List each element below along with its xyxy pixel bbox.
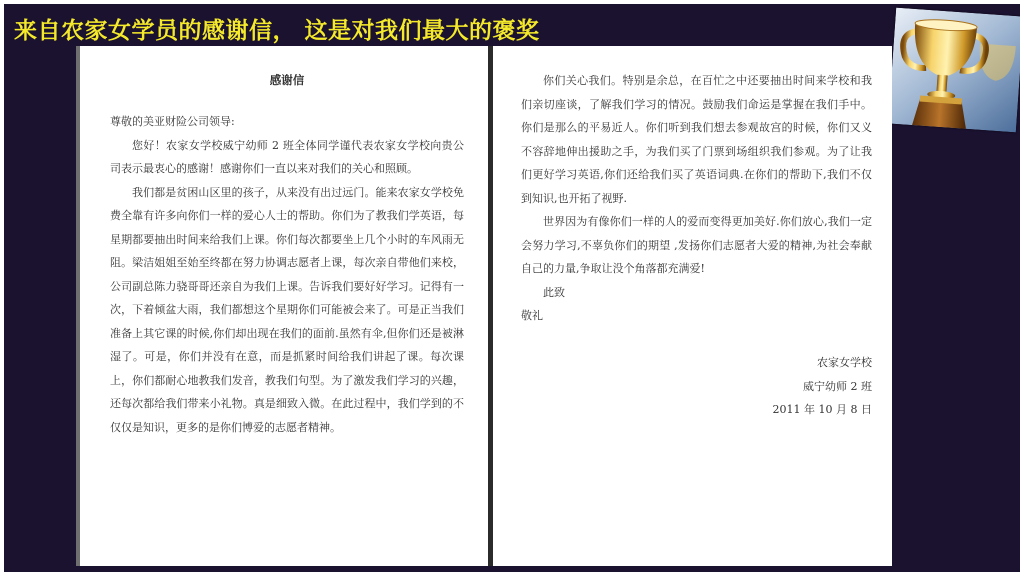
letter-signature: 威宁幼师 2 班 — [803, 379, 872, 393]
letter-title: 感谢信 — [269, 73, 305, 87]
letter-salutation: 尊敬的美亚财险公司领导: — [110, 115, 235, 128]
letter-page-left — [76, 46, 488, 566]
spacer — [521, 328, 872, 352]
letter-paragraph: 您好！农家女学校威宁幼师 2 班全体同学谨代表农家女学校向贵公司表示最衷心的感谢！感谢你们一直以来对我们的关心和照顾。 — [110, 138, 464, 175]
letter-date: 2011 年 10 月 8 日 — [772, 403, 872, 416]
slide — [4, 4, 1020, 572]
letter-paragraph: 世界因为有像你们一样的人的爱而变得更加美好.你们放心,我们一定会努力学习,不辜负你们的期望 ,发扬你们志愿者大爱的精神,为社会奉献自己的力量,争取让没个角落都充满爱! — [521, 215, 872, 275]
letter-signature: 农家女学校 — [817, 356, 872, 369]
letter-page-right — [493, 46, 892, 566]
trophy-icon — [888, 8, 1020, 133]
letter-paragraph: 你们关心我们。特别是余总，在百忙之中还要抽出时间来学校和我们亲切座谈，了解我们学习的情况。鼓励我们命运是掌握在我们手中。你们是那么的平易近人。你们听到我们想去参观故宫的时候，你们又义不容辞地伸出援助之手，为我们买了门票到场组织我们参观。为了让我们更好学习英语,你们还给我们买了英语词典.在你们的帮助下,我们不仅到知识,也开拓了视野. — [521, 74, 872, 205]
letter-paragraph: 我们都是贫困山区里的孩子，从来没有出过远门。能来农家女学校免费全靠有许多向你们一样的爱心人士的帮助。你们为了教我们学英语，每星期都要抽出时间来给我们上课。你们每次都要坐上几个小时的车风雨无阻。梁洁姐姐至始至终都在努力协调志愿者上课，每次亲自带他们来校，公司副总陈力骁哥哥还亲自为我们上课。告诉我们要好好学习。记得有一次，下着倾盆大雨，我们都想这个星期你们可能被会来了。可是正当我们准备上其它课的时候,你们却出现在我们的面前.虽然有伞,但你们还是被淋湿了。可是，你们并没有在意，而是抓紧时间给我们讲起了课。每次课上，你们都耐心地教我们发音，教我们句型。为了激发我们学习的兴趣，还每次都给我们带来小礼物。真是细致入微。在此过程中，我们学到的不仅仅是知识，更多的是你们博爱的志愿者精神。 — [110, 185, 464, 434]
slide-title: 来自农家女学员的感谢信， 这是对我们最大的褒奖 — [14, 17, 540, 44]
letter-closing: 此致 — [543, 285, 565, 299]
letter-closing: 敬礼 — [521, 309, 543, 322]
